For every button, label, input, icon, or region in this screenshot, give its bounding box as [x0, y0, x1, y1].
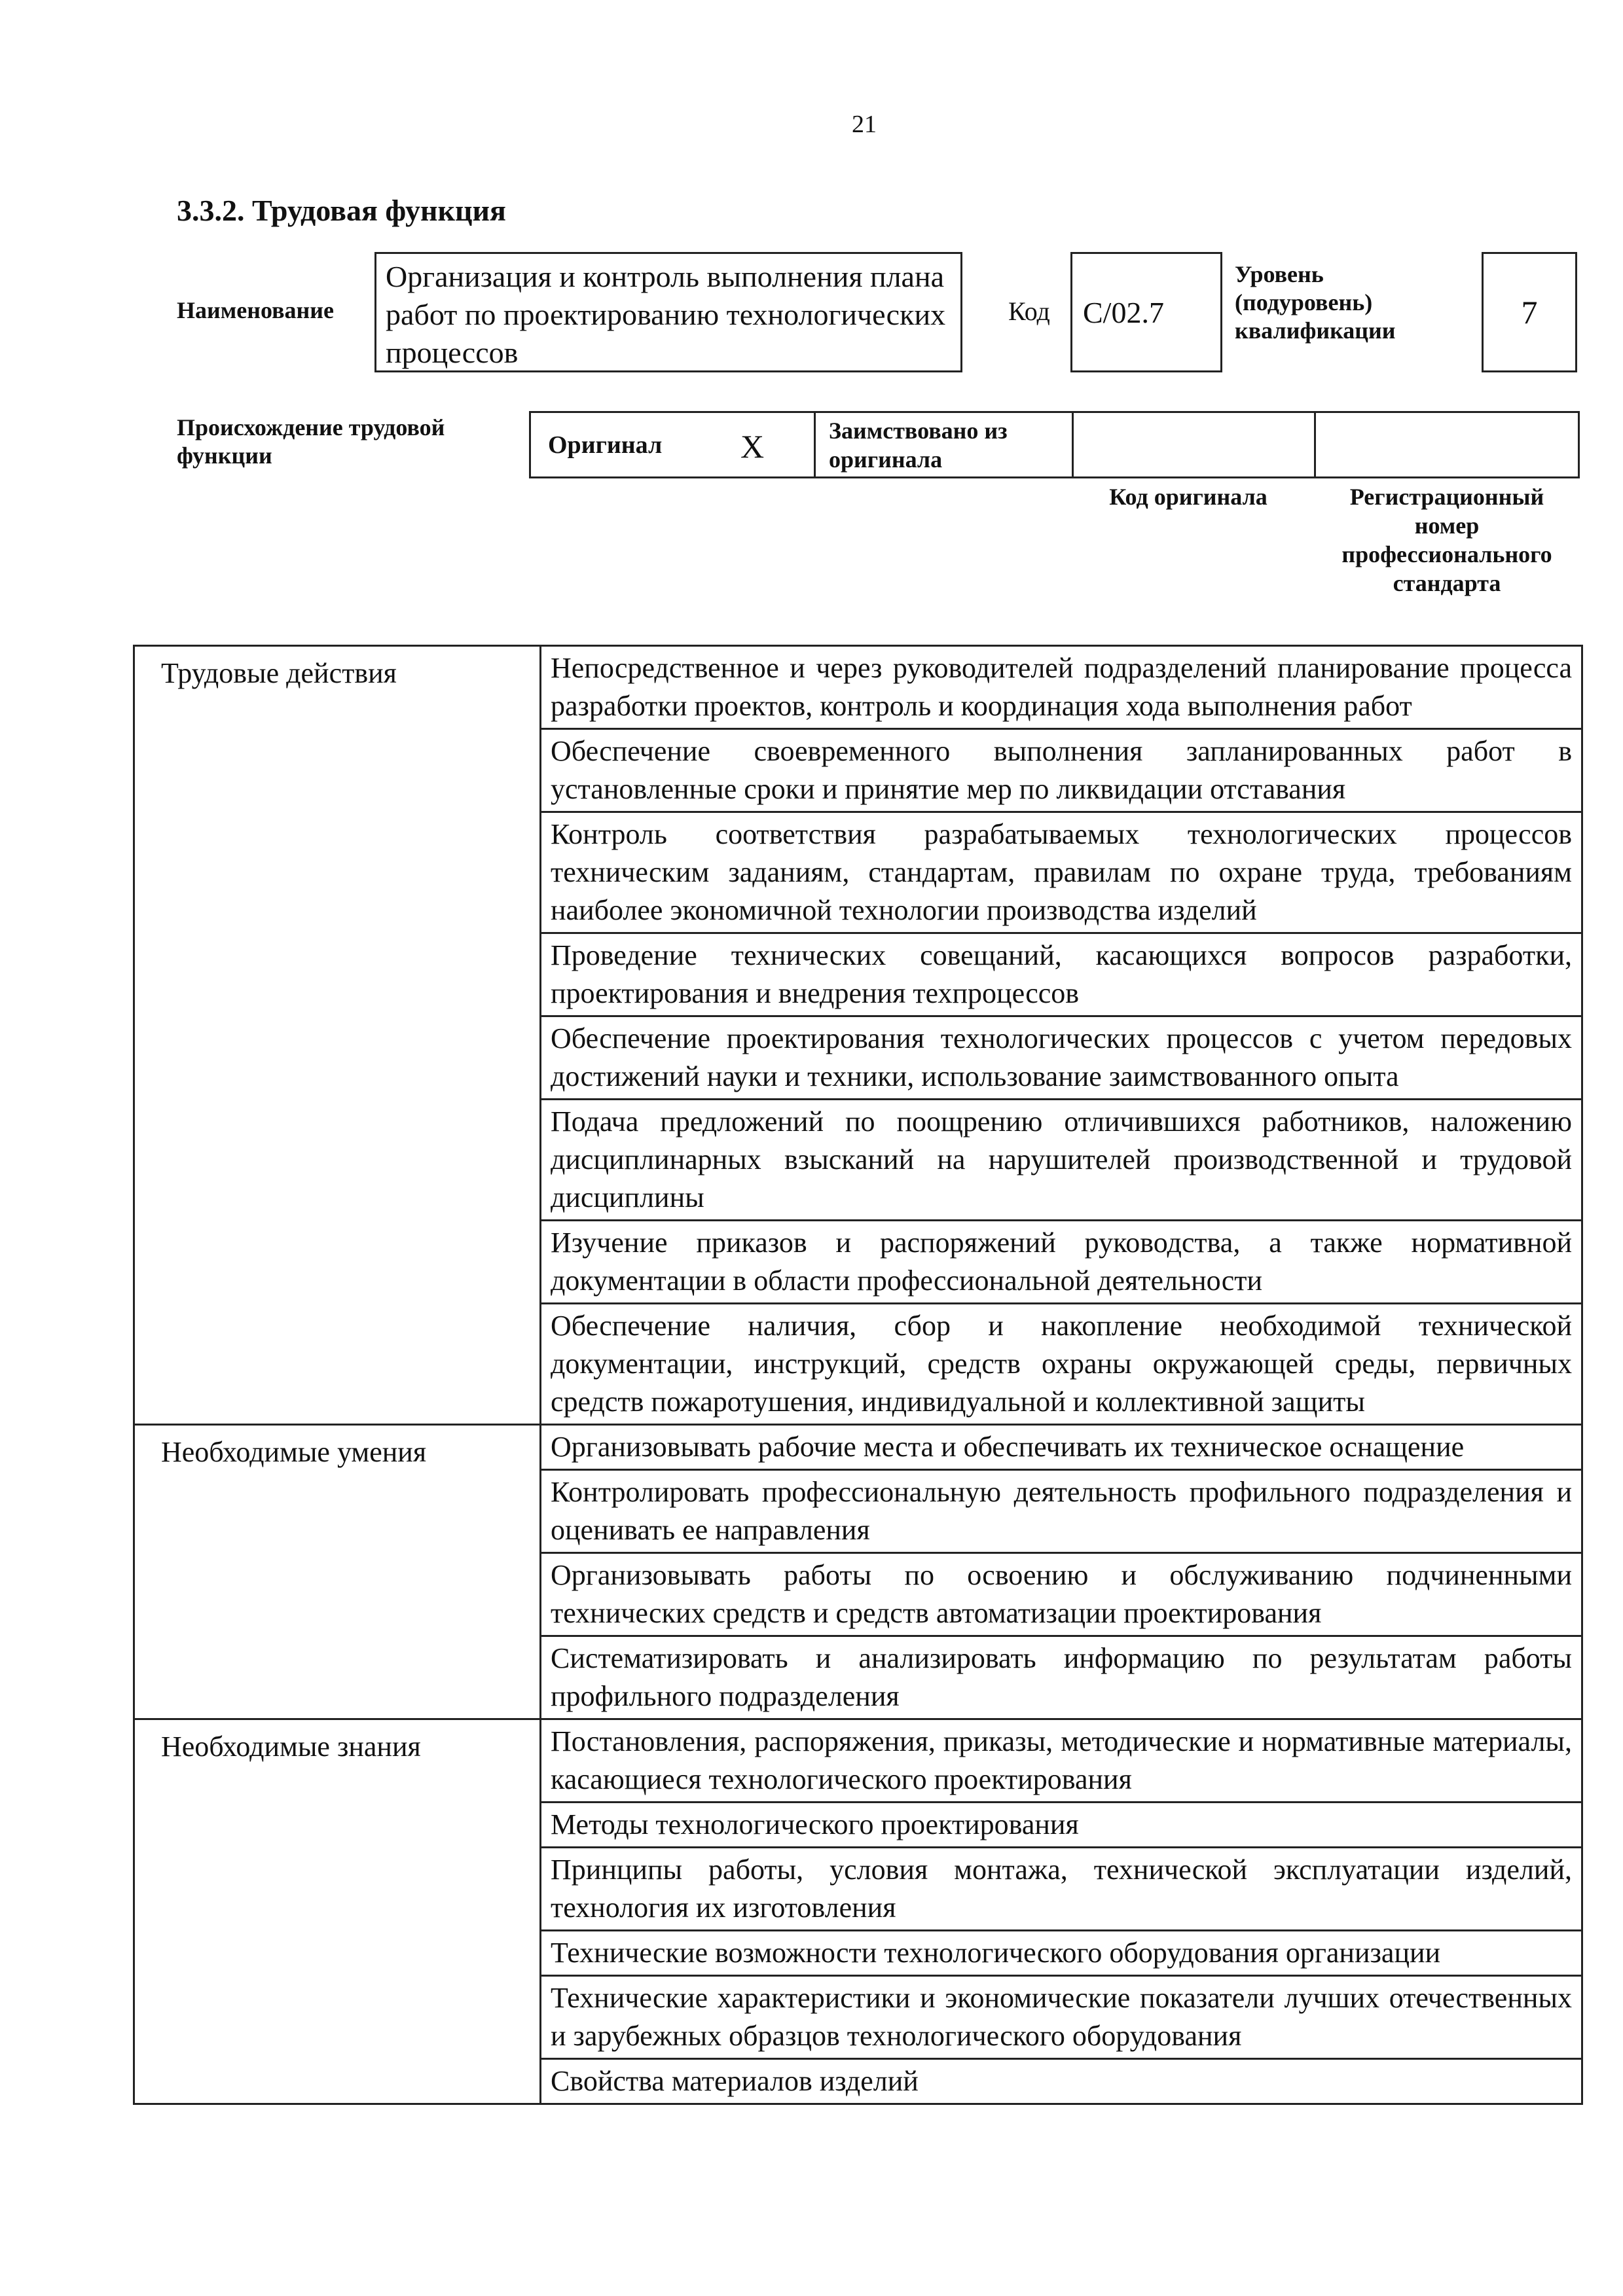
- group-item: Технические характеристики и экономические показатели лучших отечественных и зарубежных образцов технологического оборудования: [541, 1976, 1582, 2059]
- code-value: C/02.7: [1070, 252, 1222, 372]
- group-item: Постановления, распоряжения, приказы, методические и нормативные материалы, касающиеся технологического проектирования: [541, 1719, 1582, 1803]
- group-item: Свойства материалов изделий: [541, 2059, 1582, 2104]
- group-item: Систематизировать и анализировать информацию по результатам работы профильного подразделения: [541, 1636, 1582, 1719]
- function-table: [133, 645, 1583, 2105]
- group-item: Обеспечение проектирования технологических процессов с учетом передовых достижений науки и техники, использование заимствованного опыта: [541, 1016, 1582, 1100]
- origin-label: Происхождение трудовой функции: [177, 414, 445, 469]
- group-item: Изучение приказов и распоряжений руководства, а также нормативной документации в области профессиональной деятельности: [541, 1221, 1582, 1304]
- original-label: Оригинал: [548, 431, 663, 459]
- group-item: Организовывать работы по освоению и обслуживанию подчиненными технических средств и средств автоматизации проектирования: [541, 1553, 1582, 1636]
- group-item: Организовывать рабочие места и обеспечивать их техническое оснащение: [541, 1425, 1582, 1470]
- table-row: [134, 1425, 1582, 1470]
- group-item: Контролировать профессиональную деятельность профильного подразделения и оценивать ее направления: [541, 1470, 1582, 1553]
- level-label: Уровень (подуровень) квалификации: [1235, 261, 1396, 344]
- borrowed-label: Заимствовано из оригинала: [816, 413, 1074, 476]
- group-title: Необходимые умения: [134, 1425, 541, 1719]
- table-row: [134, 1719, 1582, 1803]
- name-label: Наименование: [177, 297, 334, 323]
- function-name-box: Организация и контроль выполнения плана работ по проектированию технологических процессов: [374, 252, 962, 372]
- original-mark: X: [740, 428, 765, 465]
- code-label: Код: [1008, 296, 1050, 326]
- reg-number-cell: [1316, 413, 1578, 476]
- group-item: Технические возможности технологического оборудования организации: [541, 1931, 1582, 1976]
- group-title: Необходимые знания: [134, 1719, 541, 2104]
- section-title: 3.3.2. Трудовая функция: [177, 194, 506, 227]
- reg-caption: Регистрационный номер профессионального стандарта: [1341, 484, 1552, 596]
- group-item: Подача предложений по поощрению отличившихся работников, наложению дисциплинарных взысканий на нарушителей производственной и трудовой дисциплины: [541, 1100, 1582, 1221]
- level-value: 7: [1482, 252, 1577, 372]
- group-title: Трудовые действия: [134, 646, 541, 1425]
- group-item: Непосредственное и через руководителей подразделений планирование процесса разработки проектов, контроль и координация хода выполнения работ: [541, 646, 1582, 729]
- original-cell: [531, 413, 816, 476]
- page-number: 21: [852, 111, 877, 138]
- group-item: Обеспечение своевременного выполнения запланированных работ в установленные сроки и принятие мер по ликвидации отставания: [541, 729, 1582, 812]
- group-item: Принципы работы, условия монтажа, технической эксплуатации изделий, технология их изготовления: [541, 1848, 1582, 1931]
- origin-row: [529, 411, 1580, 478]
- code-caption: Код оригинала: [1109, 484, 1267, 510]
- group-item: Методы технологического проектирования: [541, 1803, 1582, 1848]
- table-row: [134, 646, 1582, 729]
- group-item: Контроль соответствия разрабатываемых технологических процессов техническим заданиям, стандартам, правилам по охране труда, требованиям наиболее экономичной технологии производства изделий: [541, 812, 1582, 933]
- group-item: Обеспечение наличия, сбор и накопление необходимой технической документации, инструкций, средств охраны окружающей среды, первичных средств пожаротушения, индивидуальной и коллективной защиты: [541, 1304, 1582, 1425]
- original-code-cell: [1074, 413, 1316, 476]
- group-item: Проведение технических совещаний, касающихся вопросов разработки, проектирования и внедрения техпроцессов: [541, 933, 1582, 1016]
